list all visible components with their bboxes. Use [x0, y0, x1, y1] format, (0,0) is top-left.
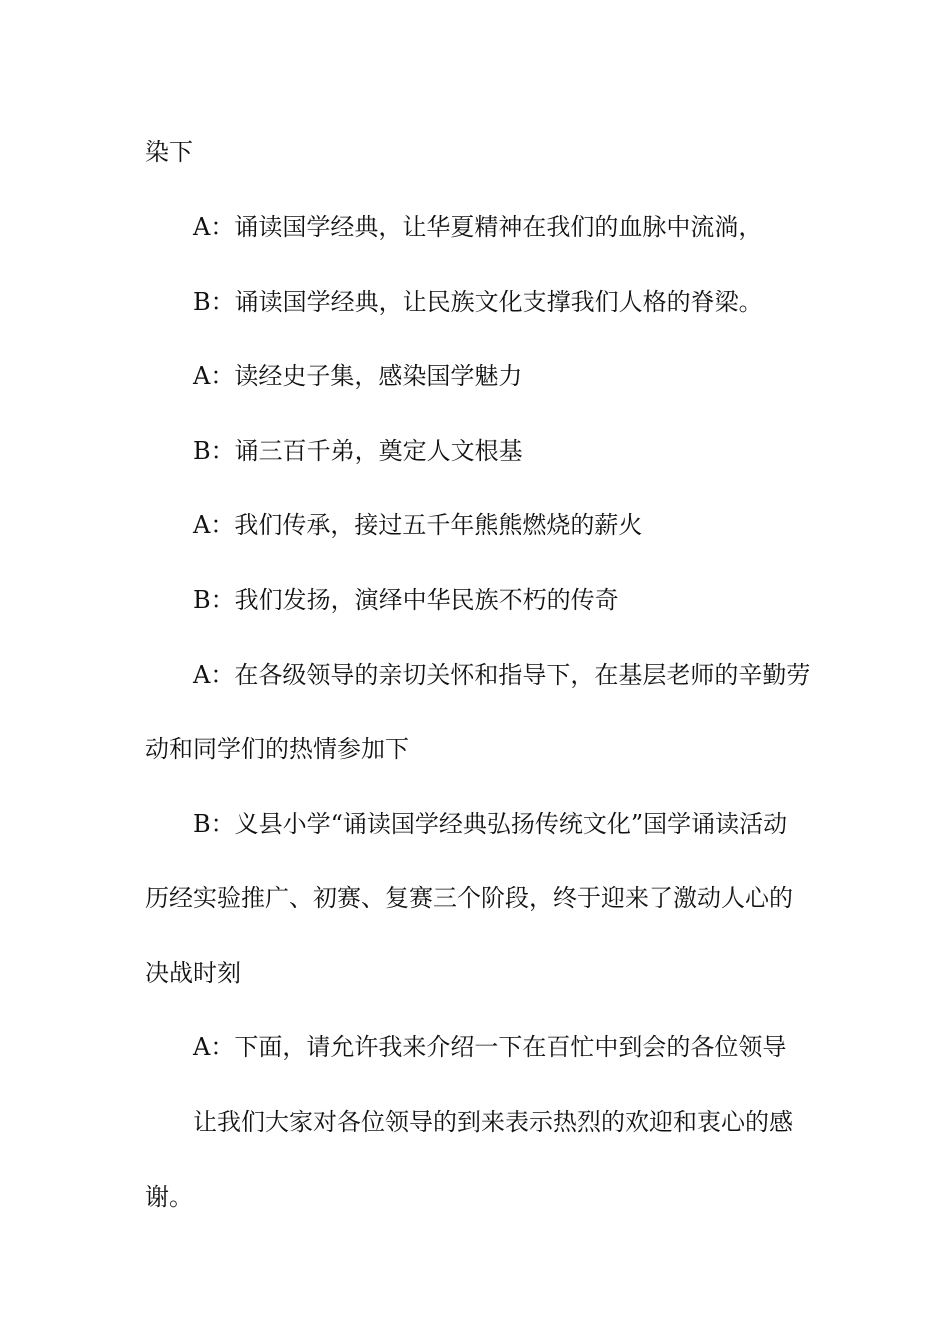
text-line-7: B：我们发扬，演绎中华民族不朽的传奇 — [193, 586, 619, 614]
text-line-8: A：在各级领导的亲切关怀和指导下，在基层老师的辛勤劳 — [193, 661, 811, 689]
text-line-5: B：诵三百千弟，奠定人文根基 — [193, 437, 523, 465]
text-line-10: B：义县小学“诵读国学经典弘扬传统文化”国学诵读活动 — [193, 810, 788, 838]
text-line-11: 历经实验推广、初赛、复赛三个阶段，终于迎来了激动人心的 — [145, 884, 793, 912]
text-line-12: 决战时刻 — [145, 959, 241, 987]
text-line-2: A：诵读国学经典，让华夏精神在我们的血脉中流淌， — [193, 213, 763, 241]
text-line-14: 让我们大家对各位领导的到来表示热烈的欢迎和衷心的感 — [193, 1108, 793, 1136]
text-line-6: A：我们传承，接过五千年熊熊燃烧的薪火 — [193, 511, 643, 539]
text-line-9: 动和同学们的热情参加下 — [145, 735, 409, 763]
text-line-4: A：读经史子集，感染国学魅力 — [193, 362, 523, 390]
text-line-3: B：诵读国学经典，让民族文化支撑我们人格的脊梁。 — [193, 288, 763, 316]
text-line-15: 谢。 — [145, 1183, 193, 1211]
text-line-13: A：下面，请允许我来介绍一下在百忙中到会的各位领导 — [193, 1033, 787, 1061]
text-line-1: 染下 — [145, 138, 193, 166]
